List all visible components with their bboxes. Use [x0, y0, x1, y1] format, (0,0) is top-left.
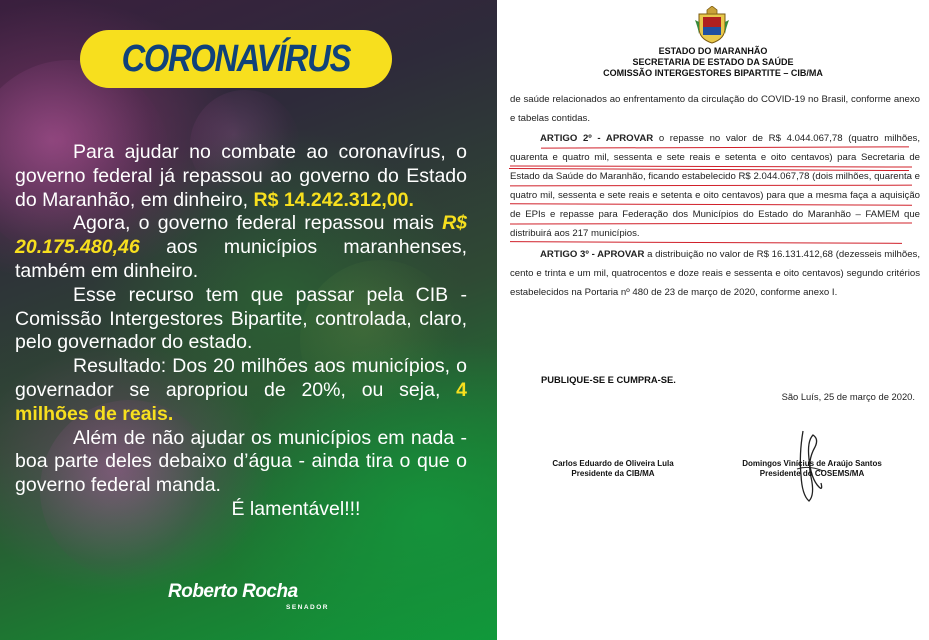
signatory-1: [513, 459, 713, 479]
state-crest-icon: [695, 6, 729, 44]
article-label: ARTIGO 2º - APROVAR: [540, 133, 654, 144]
author-role: SENADOR: [286, 604, 330, 611]
paragraph-4: [15, 355, 467, 426]
document-header: [497, 46, 929, 79]
paragraph-5: Além de não ajudar os municípios em nada - boa parte deles debaixo d’água - ainda tira o que o governo federal manda.: [15, 426, 467, 497]
article-text: o repasse no valor de R$ 4.044.067,78 (quatro milhões, quarenta e quatro mil, sessenta e sete reais e setenta e oito centavos) para Secretaria de Estado da Saúde do Maranhão, ficando estabelecido R$ 2.044.067,78 (dois milhões, quarenta e quatro mil, sessenta e sete reais e setenta e oito centavos) para que a mesma faça a aquisição de EPIs e repasse para Federação dos Municípios do Estado do Maranhão – FAMEM que distribuirá aos 217 municípios.: [510, 133, 920, 239]
header-line: SECRETARIA DE ESTADO DA SAÚDE: [632, 57, 794, 67]
author-logo: [168, 577, 338, 617]
signatory-role: Presidente do COSEMS/MA: [759, 469, 865, 478]
article-3: [510, 246, 920, 303]
signatory-name: Carlos Eduardo de Oliveira Lula: [552, 459, 674, 468]
amount-highlight: R$ 20.175.480,46: [15, 212, 467, 259]
paragraph-text: Resultado: Dos 20 milhões aos municípios, o governador se apropriou de 20%, ou seja,: [15, 355, 467, 401]
post-body: [15, 141, 467, 522]
paragraph-text: Agora, o governo federal repassou mais: [73, 212, 443, 235]
document-date: São Luís, 25 de março de 2020.: [781, 391, 915, 402]
paragraph-1: [15, 141, 467, 212]
paragraph-3: Esse recurso tem que passar pela CIB - Comissão Intergestores Bipartite, controlada, claro, pelo governador do estado.: [15, 283, 467, 354]
header-line: ESTADO DO MARANHÃO: [658, 46, 768, 56]
signatory-2: [712, 459, 912, 479]
article-label: ARTIGO 3º - APROVAR: [540, 249, 645, 260]
amount-highlight: R$ 14.242.312,00.: [253, 188, 414, 211]
author-name: Roberto Rocha: [168, 581, 298, 602]
document-paragraph: de saúde relacionados ao enfrentamento da circulação do COVID-19 no Brasil, conforme anexo e tabelas contidas.: [510, 94, 920, 124]
title-banner: [80, 30, 392, 88]
signatory-name: Domingos Vinícius de Araújo Santos: [742, 459, 882, 468]
page-title: CORONAVÍRUS: [121, 37, 351, 80]
article-text: a distribuição no valor de R$ 16.131.412,68 (dezesseis milhões, cento e trinta e um mil, quatrocentos e doze reais e sessenta e oito centavos) segundo critérios estabelecidos na Portaria nº 480 de 23 de março de 2020, conforme anexo I.: [510, 249, 920, 298]
paragraph-text: aos municípios maranhenses, também em dinheiro.: [15, 236, 467, 282]
paragraph-6: É lamentável!!!: [231, 497, 361, 520]
signatory-role: Presidente da CIB/MA: [571, 469, 655, 478]
closing-statement: PUBLIQUE-SE E CUMPRA-SE.: [541, 374, 676, 385]
amount-highlight: 4 milhões de reais.: [15, 378, 467, 425]
official-document: [497, 0, 929, 640]
paragraph-text: Para ajudar no combate ao coronavírus, o governo federal já repassou ao governo do Estado do Maranhão, em dinheiro,: [15, 141, 467, 211]
header-line: COMISSÃO INTERGESTORES BIPARTITE – CIB/MA: [603, 68, 823, 78]
paragraph-2: [15, 212, 467, 283]
